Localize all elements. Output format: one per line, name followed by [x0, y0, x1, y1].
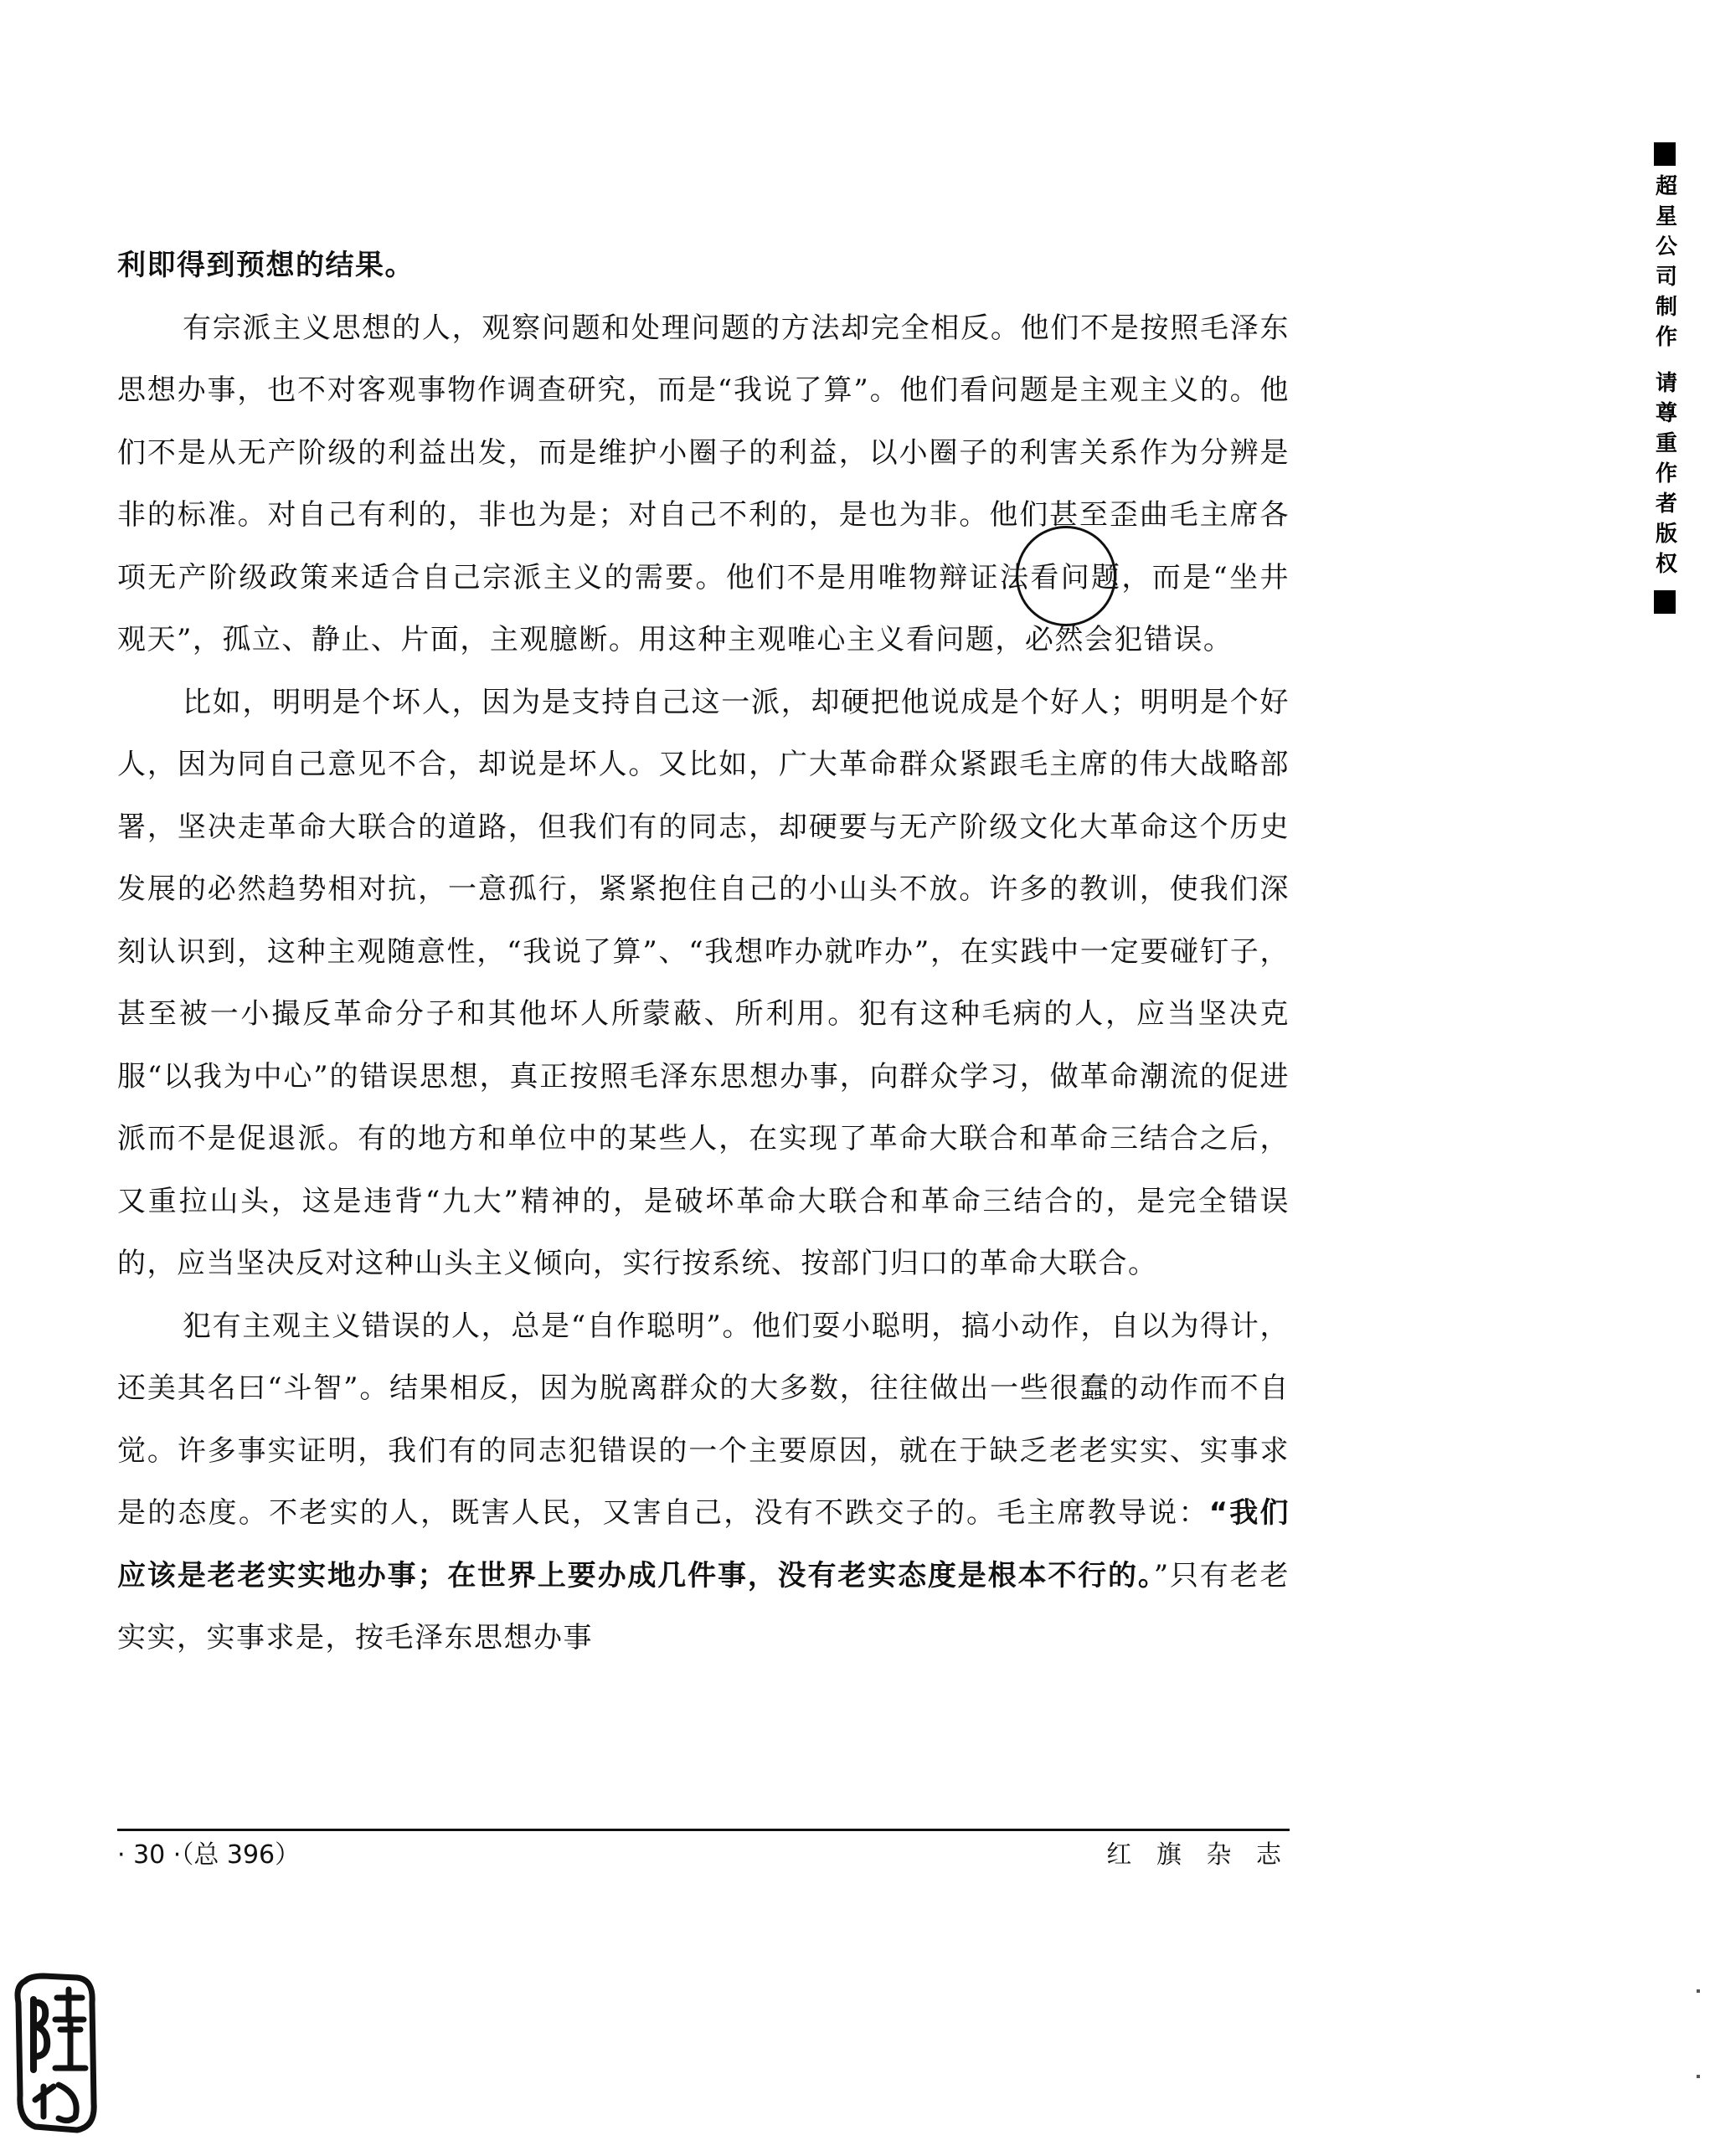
scan-speck	[1697, 1989, 1700, 1993]
text-run: ”只有老老实实，实事求是，按毛泽东思想办事	[117, 1558, 1290, 1654]
paragraph	[117, 671, 1290, 1295]
article-body	[117, 234, 1290, 1670]
seal-stamp	[10, 1969, 102, 2137]
side-copyright-text: 超星公司制作 请尊重作者版权	[1651, 174, 1677, 583]
side-bar-top	[1654, 142, 1676, 166]
bold-text-run: 利即得到预想的结果。	[117, 249, 415, 282]
text-run: 比如，明明是个坏人，因为是支持自己这一派，却硬把他说成是个好人；明明是个好人，因为同自己意见不合，却说是坏人。又比如，广大革命群众紧跟毛主席的伟大战略部署，坚决走革命大联合的道路，但我们有的同志，却硬要与无产阶级文化大革命这个历史发展的必然趋势相对抗，一意孤行，紧紧抱住自己的小山头不放。许多的教训，使我们深刻认识到，这种主观随意性，“我说了算”、“我想咋办就咋办”，在实践中一定要碰钉子，甚至被一小撮反革命分子和其他坏人所蒙蔽、所利用。犯有这种毛病的人，应当坚决克服“以我为中心”的错误思想，真正按照毛泽东思想办事，向群众学习，做革命潮流的促进派而不是促退派。有的地方和单位中的某些人，在实现了革命大联合和革命三结合之后，又重拉山头，这是违背“九大”精神的，是破坏革命大联合和革命三结合的，是完全错误的，应当坚决反对这种山头主义倾向，实行按系统、按部门归口的革命大联合。	[117, 685, 1290, 1280]
paragraph	[117, 234, 1290, 297]
scan-speck	[1697, 2075, 1700, 2078]
paragraph	[117, 297, 1290, 671]
handwritten-circle-mark	[1016, 526, 1116, 626]
page-number: · 30 ·（总 396）	[117, 1840, 301, 1870]
text-run: 有宗派主义思想的人，观察问题和处理问题的方法却完全相反。他们不是按照毛泽东思想办事，也不对客观事物作调查研究，而是“我说了算”。他们看问题是主观主义的。他们不是从无产阶级的利益出发，而是维护小圈子的利益，以小圈子的利害关系作为分辨是非的标准。对自己有利的，非也为是；对自己不利的，是也为非。他们甚至歪曲毛主席各项无产阶级政策来适合自己宗派主义的需要。他们不是用唯物辩证法看问题，而是“坐井观天”，孤立、静止、片面，主观臆断。用这种主观唯心主义看问题，必然会犯错误。	[117, 311, 1290, 656]
bold-text-run: “我们应该是老老实实地办事；在世界上要办成几件事，没有老实态度是根本不行的。	[117, 1496, 1290, 1593]
footer-rule	[117, 1829, 1290, 1831]
journal-name: 红 旗 杂 志	[1106, 1840, 1290, 1870]
side-bar-bottom	[1654, 590, 1676, 614]
side-copyright-strip	[1648, 142, 1682, 614]
paragraph	[117, 1295, 1290, 1670]
text-run: 犯有主观主义错误的人，总是“自作聪明”。他们耍小聪明，搞小动作，自以为得计，还美其名曰“斗智”。结果相反，因为脱离群众的大多数，往往做出一些很蠢的动作而不自觉。许多事实证明，我们有的同志犯错误的一个主要原因，就在于缺乏老老实实、实事求是的态度。不老实的人，既害人民，又害自己，没有不跌交子的。毛主席教导说：	[117, 1309, 1290, 1530]
